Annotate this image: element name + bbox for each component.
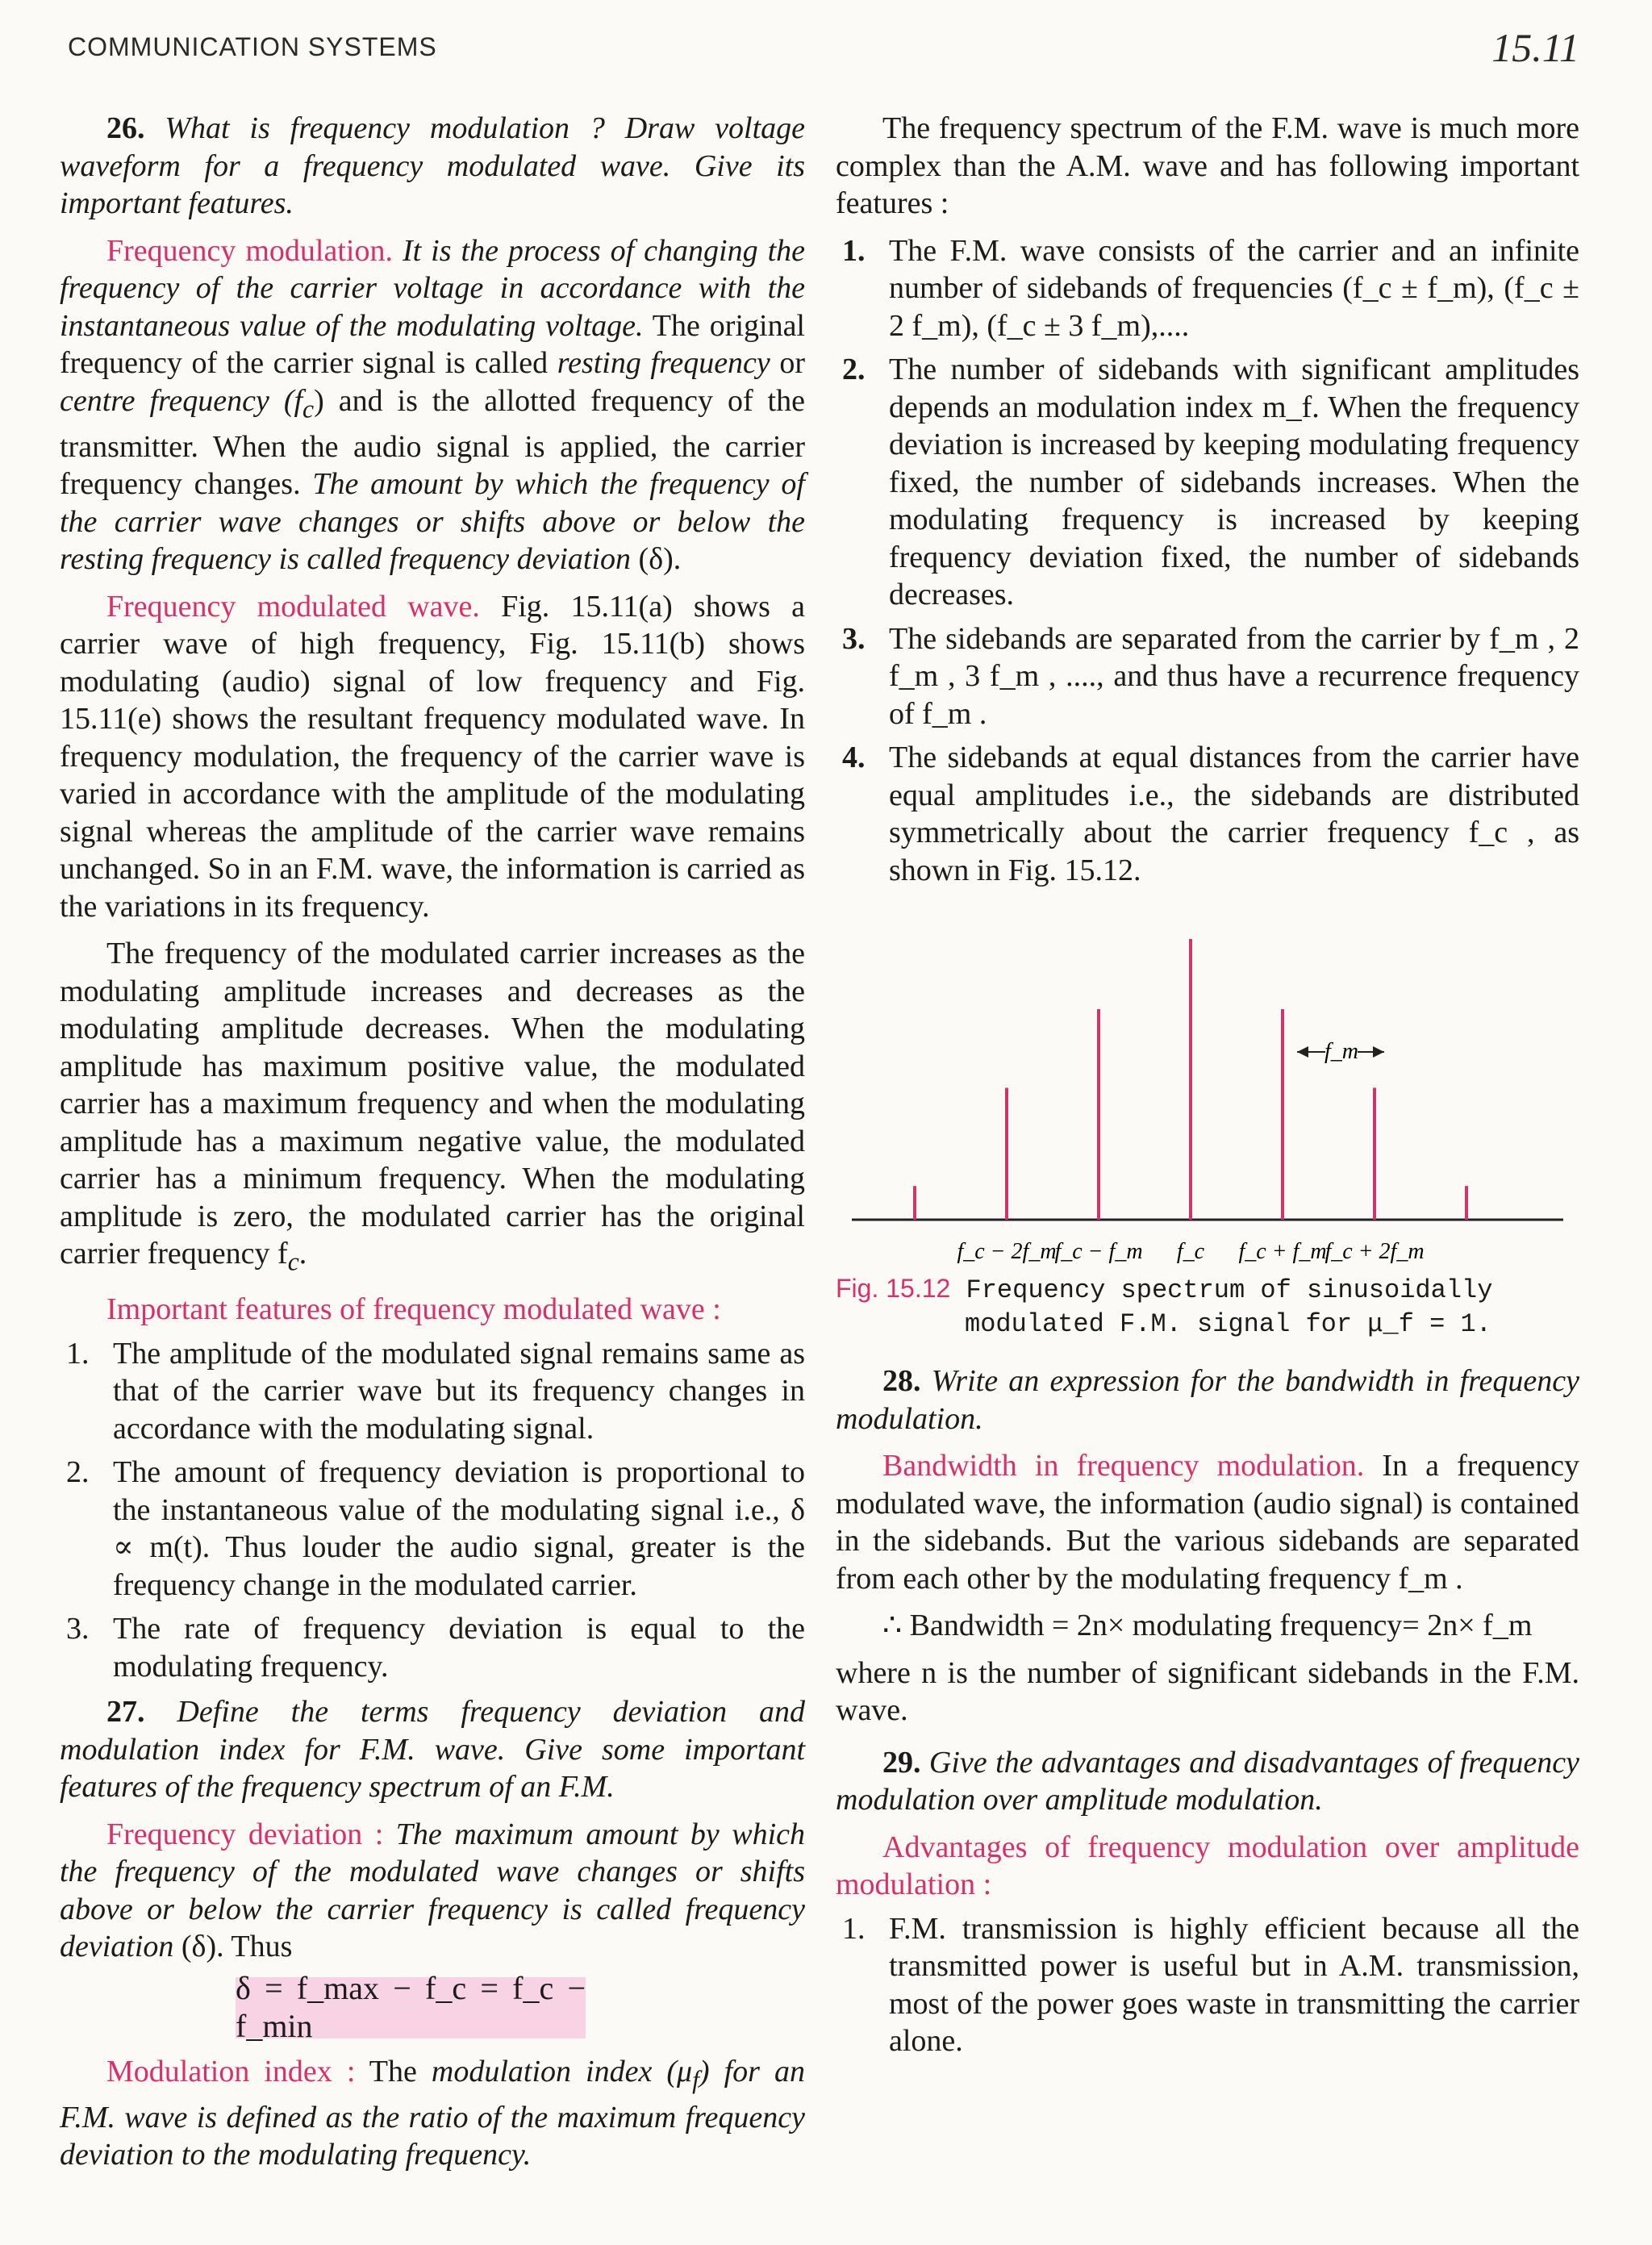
term-frequency-modulation: Frequency modulation. xyxy=(106,233,393,268)
spectrum-figure xyxy=(836,897,1579,1268)
list-item: 3. The sidebands are separated from the carrier by f_m , 2 f_m , 3 f_m , ...., and thus have a recurrence frequency of f_m . xyxy=(842,621,1579,731)
page-number: 15.11 xyxy=(1491,25,1579,70)
term-bandwidth: Bandwidth in frequency modulation. xyxy=(882,1449,1365,1483)
features-heading: Important features of frequency modulated wave : xyxy=(106,1292,721,1327)
fm-spacing-arrow xyxy=(1297,1036,1384,1065)
term-modulation-index: Modulation index : xyxy=(106,2054,356,2089)
fm-definition-paragraph: Frequency modulation. It is the process of changing the frequency of the carrier voltage in accordance with the instantaneous value of the modulating voltage. The original frequency of the carrier signal is called resting frequency or centre frequency $(f_c)$ and is the allotted frequency of the transmitter. When the audio signal is applied, the carrier frequency changes. The amount by which the frequency of the carrier wave changes or shifts above or below the resting frequency is called frequency deviation (δ). xyxy=(60,233,806,577)
modulation-index-paragraph: Modulation index : The modulation index $(\mu_f)$ for an F.M. wave is defined as the ratio of the maximum frequency deviation to the modulating frequency. xyxy=(60,2054,806,2172)
bandwidth-where: where n is the number of significant sidebands in the F.M. wave. xyxy=(836,1655,1579,1727)
frequency-deviation-paragraph: Frequency deviation : The maximum amount by which the frequency of the modulated wave changes or shifts above or below the carrier frequency is called frequency deviation (δ). Thus xyxy=(60,1817,805,1964)
spectrum-tick-label: f_c xyxy=(1176,1239,1205,1264)
spectrum-features-list xyxy=(836,232,1579,890)
spectrum-tick-label: f_c − 2f_m xyxy=(957,1239,1057,1264)
figure-caption: Fig. 15.12 Frequency spectrum of sinusoidally modulated F.M. signal for μ_f = 1. xyxy=(836,1274,1493,1339)
bandwidth-paragraph: Bandwidth in frequency modulation. In a frequency modulated wave, the information (audio signal) is contained in the sidebands. But the various sidebands are separated from each other by the modulating frequency f_m . xyxy=(836,1449,1579,1596)
question-26: 26. What is frequency modulation ? Draw voltage waveform for a frequency modulated wave. Give its important features. xyxy=(60,111,805,220)
term-frequency-modulated-wave: Frequency modulated wave. xyxy=(106,589,480,624)
list-item: 3. The rate of frequency deviation is equal to the modulating frequency. xyxy=(66,1612,805,1684)
fm-wave-paragraph: Frequency modulated wave. Fig. 15.11(a) shows a carrier wave of high frequency, Fig. 15.11(b) shows modulating (audio) signal of low frequency and Fig. 15.11(e) shows the resultant frequency modulated wave. In frequency modulation, the frequency of the carrier wave is varied in accordance with the amplitude of the modulating signal whereas the amplitude of the carrier wave remains unchanged. So in an F.M. wave, the information is carried as the variations in its frequency. xyxy=(60,589,806,924)
advantages-heading: Advantages of frequency modulation over amplitude modulation : xyxy=(836,1830,1579,1901)
list-item: 2. The number of sidebands with significant amplitudes depends an modulation index m_f. When the frequency deviation is increased by keeping modulating frequency fixed, the number of sidebands increases. When the modulating frequency is increased by keeping frequency deviation fixed, the number of sidebands decreases. xyxy=(842,353,1579,611)
modulated-carrier-paragraph: The frequency of the modulated carrier increases as the modulating amplitude increases and decreases as the modulating amplitude decreases. When the modulating amplitude has maximum positive value, the modulated carrier has a maximum frequency and when the modulating amplitude has a maximum negative value, the modulated carrier has a minimum frequency. When the modulating amplitude is zero, the modulated carrier has the original carrier frequency $f_c$. xyxy=(60,937,805,1276)
term-frequency-deviation: Frequency deviation : xyxy=(106,1817,384,1851)
list-item: 1. The F.M. wave consists of the carrier and an infinite number of sidebands of frequencies (f_c ± f_m), (f_c ± 2 f_m), (f_c ± 3 f_m),.... xyxy=(842,233,1579,343)
bandwidth-formula: ∴ Bandwidth = 2n× modulating frequency= 2n× f_m xyxy=(882,1609,1533,1642)
spectrum-tick-label: f_c + 2f_m xyxy=(1325,1239,1425,1264)
list-item: 1. F.M. transmission is highly efficient because all the transmitted power is useful but in A.M. transmission, most of the power goes waste in transmitting the carrier alone. xyxy=(842,1911,1579,2058)
advantages-list xyxy=(836,1910,1579,2060)
left-column xyxy=(60,110,805,2184)
spectrum-intro: The frequency spectrum of the F.M. wave is much more complex than the A.M. wave and has following important features : xyxy=(836,111,1579,220)
fm-arrow-head-left xyxy=(1297,1046,1308,1058)
spectrum-tick-label: f_c − f_m xyxy=(1054,1239,1143,1264)
deviation-formula: δ = f_max − f_c = f_c − f_min xyxy=(236,1970,586,2044)
spectrum-tick-label: f_c + f_m xyxy=(1238,1239,1327,1264)
running-header: COMMUNICATION SYSTEMS xyxy=(68,32,437,61)
question-27: 27. Define the terms frequency deviation and modulation index for F.M. wave. Give some important features of the frequency spectrum of an F.M. xyxy=(60,1695,805,1805)
list-item: 2. The amount of frequency deviation is proportional to the instantaneous value of the modulating signal i.e., δ ∝ m(t). Thus louder the audio signal, greater is the frequency change in the modulated carrier. xyxy=(66,1455,805,1602)
features-list xyxy=(60,1335,805,1686)
fm-arrow-head-right xyxy=(1373,1046,1384,1058)
right-column xyxy=(836,110,1579,2068)
question-29: 29. Give the advantages and disadvantages of frequency modulation over amplitude modulation. xyxy=(836,1745,1580,1817)
fm-arrow-label: f_m xyxy=(1325,1039,1358,1064)
list-item: 4. The sidebands at equal distances from the carrier have equal amplitudes i.e., the sidebands are distributed symmetrically about the carrier frequency f_c , as shown in Fig. 15.12. xyxy=(842,741,1579,887)
question-28: 28. Write an expression for the bandwidth in frequency modulation. xyxy=(836,1364,1579,1436)
spectrum-chart xyxy=(836,897,1579,1268)
list-item: 1. The amplitude of the modulated signal remains same as that of the carrier wave but its frequency changes in accordance with the modulating signal. xyxy=(66,1336,805,1446)
